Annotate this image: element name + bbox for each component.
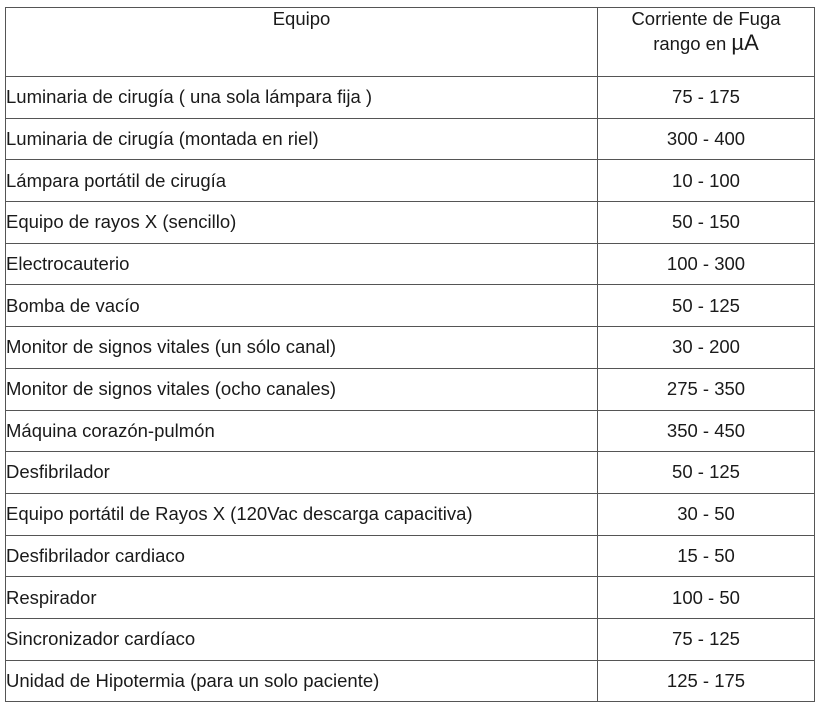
cell-equipo: Electrocauterio [6,243,598,285]
cell-equipo: Sincronizador cardíaco [6,618,598,660]
table-row [6,160,815,202]
table-row [6,493,815,535]
cell-rango: 30 - 50 [598,493,815,535]
table-row [6,77,815,119]
header-fuga-line2: rango en [653,33,732,55]
cell-rango: 100 - 50 [598,577,815,619]
cell-rango: 75 - 125 [598,618,815,660]
cell-rango: 350 - 450 [598,410,815,452]
leakage-current-table [5,7,815,702]
table-row [6,285,815,327]
cell-equipo: Máquina corazón-pulmón [6,410,598,452]
cell-equipo: Unidad de Hipotermia (para un solo paciente) [6,660,598,702]
header-corriente-fuga [598,8,815,77]
cell-rango: 100 - 300 [598,243,815,285]
cell-rango: 275 - 350 [598,368,815,410]
table-header-row [6,8,815,77]
table-row [6,368,815,410]
cell-equipo: Monitor de signos vitales (un sólo canal) [6,327,598,369]
table-row [6,410,815,452]
cell-rango: 50 - 125 [598,452,815,494]
header-equipo: Equipo [6,8,598,77]
cell-rango: 10 - 100 [598,160,815,202]
cell-rango: 75 - 175 [598,77,815,119]
header-fuga-unit: µA [731,30,759,56]
cell-rango: 15 - 50 [598,535,815,577]
cell-equipo: Desfibrilador cardiaco [6,535,598,577]
table-row [6,618,815,660]
header-fuga-line1: Corriente de Fuga [631,8,781,29]
cell-equipo: Luminaria de cirugía ( una sola lámpara fija ) [6,77,598,119]
cell-equipo: Luminaria de cirugía (montada en riel) [6,118,598,160]
table-row [6,118,815,160]
cell-equipo: Equipo portátil de Rayos X (120Vac descarga capacitiva) [6,493,598,535]
table-body [6,77,815,702]
table-row [6,327,815,369]
cell-equipo: Monitor de signos vitales (ocho canales) [6,368,598,410]
cell-equipo: Bomba de vacío [6,285,598,327]
cell-equipo: Lámpara portátil de cirugía [6,160,598,202]
cell-equipo: Desfibrilador [6,452,598,494]
table-row [6,243,815,285]
cell-equipo: Respirador [6,577,598,619]
cell-rango: 125 - 175 [598,660,815,702]
table-row [6,202,815,244]
table-row [6,452,815,494]
cell-rango: 300 - 400 [598,118,815,160]
cell-equipo: Equipo de rayos X (sencillo) [6,202,598,244]
table-row [6,660,815,702]
table-row [6,577,815,619]
cell-rango: 50 - 150 [598,202,815,244]
cell-rango: 30 - 200 [598,327,815,369]
table-row [6,535,815,577]
cell-rango: 50 - 125 [598,285,815,327]
